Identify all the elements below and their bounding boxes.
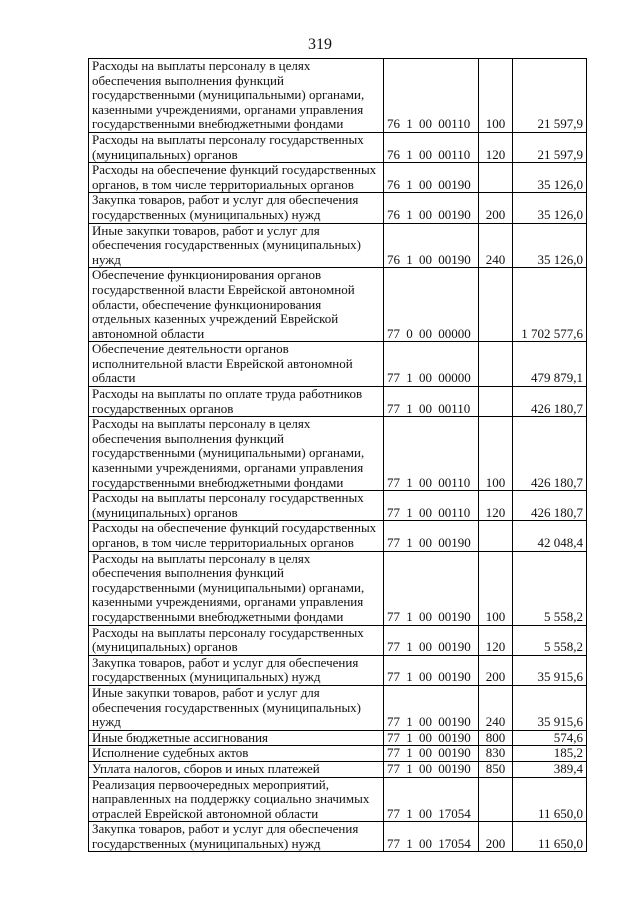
table-row (89, 342, 587, 387)
row-amount: 389,4 (513, 761, 587, 777)
table-row (89, 417, 587, 491)
row-amount: 574,6 (513, 730, 587, 746)
row-amount: 11 650,0 (513, 777, 587, 822)
row-vr: 100 (479, 551, 513, 625)
row-vr: 100 (479, 59, 513, 133)
row-amount: 426 180,7 (513, 417, 587, 491)
table-row (89, 655, 587, 685)
table-row (89, 223, 587, 268)
row-code: 77 1 00 17054 (384, 777, 479, 822)
row-code: 77 1 00 00190 (384, 761, 479, 777)
table-row (89, 521, 587, 551)
row-vr (479, 163, 513, 193)
row-name: Иные бюджетные ассигнования (89, 730, 384, 746)
row-vr: 800 (479, 730, 513, 746)
table-row (89, 491, 587, 521)
row-amount: 1 702 577,6 (513, 268, 587, 342)
row-code: 77 1 00 00110 (384, 417, 479, 491)
table-row (89, 746, 587, 762)
row-amount: 35 915,6 (513, 685, 587, 730)
row-amount: 5 558,2 (513, 625, 587, 655)
row-code: 77 1 00 00000 (384, 342, 479, 387)
row-name: Расходы на выплаты персоналу государственных (муниципальных) органов (89, 625, 384, 655)
table-row (89, 730, 587, 746)
row-amount: 479 879,1 (513, 342, 587, 387)
row-code: 77 1 00 00190 (384, 521, 479, 551)
row-name: Обеспечение функционирования органов государственной власти Еврейской автономной области, обеспечение функционирования отдельных казенных учреждений Еврейской автономной области (89, 268, 384, 342)
row-amount: 426 180,7 (513, 491, 587, 521)
row-vr: 850 (479, 761, 513, 777)
row-name: Расходы на выплаты персоналу в целях обеспечения выполнения функций государственными (муниципальными) органами, казенными учреждениями, органами управления государственными внебюджетными фондами (89, 417, 384, 491)
row-code: 76 1 00 00110 (384, 59, 479, 133)
row-amount: 185,2 (513, 746, 587, 762)
page-number: 319 (308, 36, 332, 53)
row-code: 77 1 00 00110 (384, 491, 479, 521)
row-vr: 120 (479, 132, 513, 162)
table-row (89, 193, 587, 223)
row-amount: 426 180,7 (513, 387, 587, 417)
row-code: 77 1 00 00190 (384, 625, 479, 655)
row-amount: 11 650,0 (513, 822, 587, 852)
row-name: Расходы на выплаты персоналу в целях обеспечения выполнения функций государственными (муниципальными) органами, казенными учреждениями, органами управления государственными внебюджетными фондами (89, 59, 384, 133)
table-row (89, 163, 587, 193)
row-code: 77 1 00 00190 (384, 685, 479, 730)
row-name: Реализация первоочередных мероприятий, направленных на поддержку социально значимых отраслей Еврейской автономной области (89, 777, 384, 822)
row-amount: 21 597,9 (513, 132, 587, 162)
table-row (89, 625, 587, 655)
row-amount: 35 915,6 (513, 655, 587, 685)
row-amount: 35 126,0 (513, 163, 587, 193)
row-name: Иные закупки товаров, работ и услуг для обеспечения государственных (муниципальных) нужд (89, 223, 384, 268)
table-row (89, 132, 587, 162)
table-row (89, 685, 587, 730)
row-code: 77 1 00 00190 (384, 655, 479, 685)
row-name: Закупка товаров, работ и услуг для обеспечения государственных (муниципальных) нужд (89, 655, 384, 685)
table-row (89, 822, 587, 852)
row-name: Закупка товаров, работ и услуг для обеспечения государственных (муниципальных) нужд (89, 822, 384, 852)
row-code: 76 1 00 00190 (384, 223, 479, 268)
table-row (89, 387, 587, 417)
row-code: 76 1 00 00110 (384, 132, 479, 162)
row-vr: 200 (479, 655, 513, 685)
row-code: 77 1 00 00190 (384, 730, 479, 746)
row-vr (479, 777, 513, 822)
row-vr: 830 (479, 746, 513, 762)
row-name: Уплата налогов, сборов и иных платежей (89, 761, 384, 777)
row-vr: 120 (479, 491, 513, 521)
row-vr (479, 387, 513, 417)
row-name: Обеспечение деятельности органов исполнительной власти Еврейской автономной области (89, 342, 384, 387)
row-amount: 42 048,4 (513, 521, 587, 551)
table-row (89, 551, 587, 625)
table-row (89, 777, 587, 822)
row-name: Закупка товаров, работ и услуг для обеспечения государственных (муниципальных) нужд (89, 193, 384, 223)
row-vr (479, 268, 513, 342)
row-code: 76 1 00 00190 (384, 163, 479, 193)
row-amount: 35 126,0 (513, 223, 587, 268)
budget-table (88, 58, 587, 852)
table-row (89, 268, 587, 342)
row-amount: 21 597,9 (513, 59, 587, 133)
row-name: Расходы на выплаты персоналу государственных (муниципальных) органов (89, 491, 384, 521)
row-code: 77 1 00 17054 (384, 822, 479, 852)
row-name: Исполнение судебных актов (89, 746, 384, 762)
row-code: 77 1 00 00190 (384, 746, 479, 762)
row-vr: 100 (479, 417, 513, 491)
row-amount: 5 558,2 (513, 551, 587, 625)
row-name: Иные закупки товаров, работ и услуг для обеспечения государственных (муниципальных) нужд (89, 685, 384, 730)
row-amount: 35 126,0 (513, 193, 587, 223)
row-name: Расходы на обеспечение функций государственных органов, в том числе территориальных органов (89, 521, 384, 551)
row-code: 77 0 00 00000 (384, 268, 479, 342)
row-vr (479, 342, 513, 387)
row-vr (479, 521, 513, 551)
row-name: Расходы на обеспечение функций государственных органов, в том числе территориальных органов (89, 163, 384, 193)
row-name: Расходы на выплаты по оплате труда работников государственных органов (89, 387, 384, 417)
table-row (89, 59, 587, 133)
row-name: Расходы на выплаты персоналу государственных (муниципальных) органов (89, 132, 384, 162)
row-code: 76 1 00 00190 (384, 193, 479, 223)
row-vr: 240 (479, 685, 513, 730)
row-name: Расходы на выплаты персоналу в целях обеспечения выполнения функций государственными (муниципальными) органами, казенными учреждениями, органами управления государственными внебюджетными фондами (89, 551, 384, 625)
row-vr: 240 (479, 223, 513, 268)
row-code: 77 1 00 00110 (384, 387, 479, 417)
row-vr: 200 (479, 193, 513, 223)
row-vr: 200 (479, 822, 513, 852)
table-row (89, 761, 587, 777)
row-vr: 120 (479, 625, 513, 655)
row-code: 77 1 00 00190 (384, 551, 479, 625)
